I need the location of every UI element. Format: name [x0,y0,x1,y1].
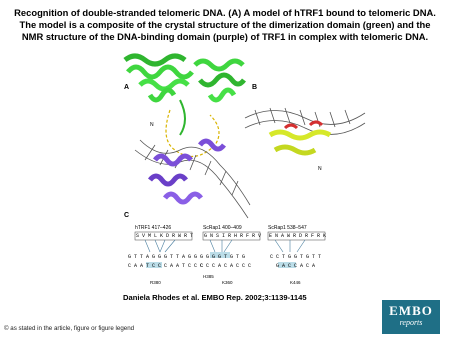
construct-2-dna-bottom: C C C A C A C C C [200,263,252,269]
panel-b-protein [270,122,330,153]
construct-3-dna-bottom: G A C C A C A [276,263,316,269]
construct-1-residues: S V M L K D R W R T [136,233,194,239]
linker-dashed [166,110,219,156]
copyright-footnote: © as stated in the article, figure or figure legend [4,325,135,332]
panel-label-b: B [252,84,258,91]
construct-3-mutation: K446 [290,280,301,285]
n-terminus-label-b: N [318,166,322,172]
n-terminus-label-a: N [150,122,154,128]
construct-1-dna-top: G T T A G G G T T A G G G [128,254,204,260]
dna-duplex-b [245,108,365,134]
citation: Daniela Rhodes et al. EMBO Rep. 2002;3:1139-1145 [123,293,307,302]
construct-2-residues: G N S I R H R F R V [204,233,262,239]
logo-line-1: EMBO [389,303,433,318]
construct-1-dna-bottom: C A A T C C C A A T C C C [128,263,204,269]
construct-2-name: ScRap1 400–409 [203,225,242,231]
dimerization-domain [125,56,244,135]
construct-3-name: ScRap1 538–547 [268,225,307,231]
panel-label-a: A [124,84,130,91]
construct-1-name: hTRF1 417–426 [135,225,172,231]
construct-1-mutation: R380 [150,280,161,285]
logo-line-2: reports [399,318,423,327]
figure-title: Recognition of double-stranded telomeric DNA. (A) A model of hTRF1 bound to telomeric DNA. The model is a composite of the crystal structure of the dimerization domain (green) and the NMR structure of the DNA-binding domain (purple) of TRF1 in complex with telomeric DNA. [14,7,436,42]
construct-2-mutation-k360: K360 [222,280,233,285]
panel-label-c: C [124,212,130,219]
embo-reports-logo [382,300,440,334]
construct-3-residues: E N A W R D R F R K [269,233,327,239]
construct-2-dna-top: G G G T G T G [206,254,246,260]
construct-3-dna-top: C C T G G T G T T [270,254,322,260]
construct-2-mutation-h385: H385 [203,274,214,279]
